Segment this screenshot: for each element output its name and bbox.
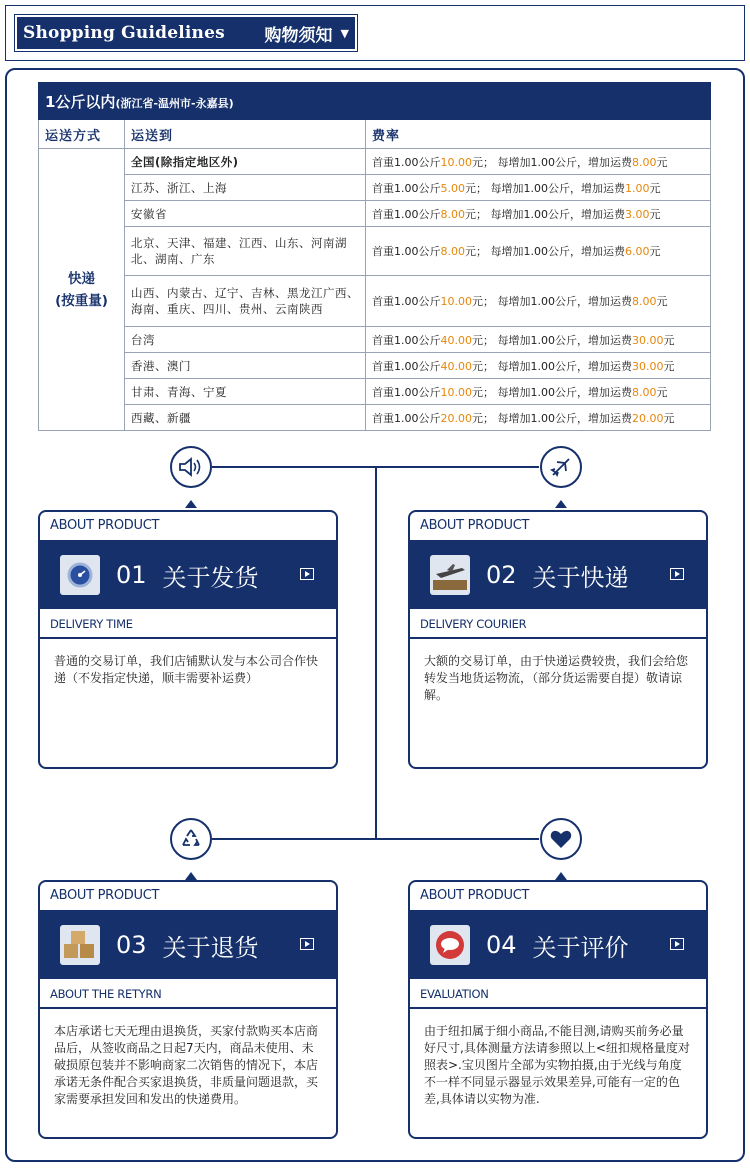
first-price: 20.00 (440, 411, 472, 425)
card-number: 01 (116, 561, 147, 589)
card-title: 关于快递 (532, 563, 629, 592)
card-subtitle: DELIVERY COURIER (410, 609, 706, 639)
pointer-triangle (185, 872, 197, 880)
play-icon[interactable] (300, 568, 314, 580)
table-row (39, 175, 711, 201)
guidelines-tab[interactable] (14, 14, 358, 52)
rate-cell: 首重1.00公斤5.00元； 每增加1.00公斤，增加运费1.00元 (366, 175, 711, 201)
destination-cell: 安徽省 (125, 201, 366, 227)
card-title-band[interactable] (410, 541, 706, 609)
shipping-method-cell: 快递 (按重量) (39, 149, 125, 431)
destination-cell: 香港、澳门 (125, 353, 366, 379)
additional-price: 3.00 (625, 207, 650, 221)
rate-cell: 首重1.00公斤10.00元； 每增加1.00公斤，增加运费8.00元 (366, 379, 711, 405)
heart-icon (540, 818, 582, 860)
first-price: 8.00 (440, 207, 465, 221)
card-body-text: 由于纽扣属于细小商品,不能目测,请购买前务必量好尺寸,具体测量方法请参照以上<纽扣规格量度对照表>.宝贝图片全部为实物拍摄,由于光线与角度不一样不同显示器显示效果差异,可能有一定的色差,具体请以实物为准. (424, 1024, 690, 1106)
table-row (39, 149, 711, 175)
additional-price: 20.00 (632, 411, 664, 425)
card-about-label: ABOUT PRODUCT (410, 882, 706, 911)
additional-price: 8.00 (632, 155, 657, 169)
info-card (408, 510, 708, 769)
destination-cell: 西藏、新疆 (125, 405, 366, 431)
play-icon[interactable] (300, 938, 314, 950)
table-row (39, 327, 711, 353)
card-number: 03 (116, 931, 147, 959)
pointer-triangle (555, 500, 567, 508)
speaker-icon (170, 446, 212, 488)
info-card (408, 880, 708, 1139)
column-header: 运送方式 (39, 120, 125, 149)
info-card (38, 880, 338, 1139)
additional-price: 6.00 (625, 245, 650, 258)
card-title-band[interactable] (40, 541, 336, 609)
card-title-band[interactable] (410, 911, 706, 979)
watch-thumbnail (60, 555, 100, 595)
table-row (39, 405, 711, 431)
boxes-thumbnail (60, 925, 100, 965)
additional-price: 8.00 (632, 385, 657, 399)
rate-cell: 首重1.00公斤8.00元； 每增加1.00公斤，增加运费3.00元 (366, 201, 711, 227)
additional-price: 8.00 (632, 295, 657, 308)
card-title-band[interactable] (40, 911, 336, 979)
card-subtitle: ABOUT THE RETYRN (40, 979, 336, 1009)
column-header: 费率 (366, 120, 711, 149)
card-body-text: 本店承诺七天无理由退换货，买家付款购买本店商品后，从签收商品之日起7天内，商品未使用、未破损原包装并不影响商家二次销售的情况下，本店承诺无条件配合买家退换货，非质量问题退款，买家需要承担发回和发出的快递费用。 (54, 1024, 319, 1106)
table-row (39, 276, 711, 327)
table-title: 1公斤以内(浙江省-温州市-永嘉县) (39, 83, 711, 120)
additional-price: 30.00 (632, 359, 664, 373)
dropdown-caret-icon: ▼ (340, 26, 349, 40)
info-card (38, 510, 338, 769)
card-title: 关于评价 (532, 933, 629, 962)
destination-cell: 台湾 (125, 327, 366, 353)
first-price: 10.00 (440, 155, 472, 169)
play-icon[interactable] (670, 568, 684, 580)
cargo-plane-thumbnail (430, 555, 470, 595)
card-number: 02 (486, 561, 517, 589)
pointer-triangle (185, 500, 197, 508)
header-banner (5, 5, 745, 61)
destination-cell: 山西、内蒙古、辽宁、吉林、黑龙江广西、海南、重庆、四川、贵州、云南陕西 (125, 276, 366, 327)
first-price: 5.00 (440, 181, 465, 195)
rate-cell: 首重1.00公斤10.00元； 每增加1.00公斤，增加运费8.00元 (366, 149, 711, 175)
table-row (39, 379, 711, 405)
pointer-triangle (555, 872, 567, 880)
rate-cell: 首重1.00公斤40.00元； 每增加1.00公斤，增加运费30.00元 (366, 327, 711, 353)
card-body-text: 普通的交易订单，我们店铺默认发与本公司合作快递（不发指定快递，顺丰需要补运费） (54, 654, 319, 685)
shipping-rate-table (38, 82, 711, 431)
rate-cell: 首重1.00公斤10.00元； 每增加1.00公斤，增加运费8.00元 (366, 276, 711, 327)
first-price: 40.00 (440, 359, 472, 373)
table-row (39, 201, 711, 227)
recycle-icon (170, 818, 212, 860)
table-row (39, 353, 711, 379)
title-english: Shopping Guidelines (23, 23, 225, 43)
first-price: 10.00 (440, 385, 472, 399)
table-row (39, 227, 711, 276)
card-number: 04 (486, 931, 517, 959)
connector-line (375, 466, 377, 838)
destination-cell: 北京、天津、福建、江西、山东、河南湖北、湖南、广东 (125, 227, 366, 276)
rate-cell: 首重1.00公斤20.00元； 每增加1.00公斤，增加运费20.00元 (366, 405, 711, 431)
destination-cell: 江苏、浙江、上海 (125, 175, 366, 201)
card-about-label: ABOUT PRODUCT (40, 882, 336, 911)
additional-price: 30.00 (632, 333, 664, 347)
destination-cell: 全国(除指定地区外) (125, 149, 366, 175)
card-subtitle: EVALUATION (410, 979, 706, 1009)
rate-cell: 首重1.00公斤8.00元； 每增加1.00公斤，增加运费6.00元 (366, 227, 711, 276)
first-price: 8.00 (440, 245, 465, 258)
card-body-text: 大额的交易订单，由于快递运费较贵，我们会给您转发当地货运物流，（部分货运需要自提）敬请谅解。 (424, 654, 689, 702)
column-header: 运送到 (125, 120, 366, 149)
chat-bubble-thumbnail (430, 925, 470, 965)
connector-line (212, 838, 539, 840)
card-subtitle: DELIVERY TIME (40, 609, 336, 639)
rate-cell: 首重1.00公斤40.00元； 每增加1.00公斤，增加运费30.00元 (366, 353, 711, 379)
card-about-label: ABOUT PRODUCT (40, 512, 336, 541)
additional-price: 1.00 (625, 181, 650, 195)
card-about-label: ABOUT PRODUCT (410, 512, 706, 541)
title-chinese: 购物须知 (264, 25, 333, 46)
first-price: 40.00 (440, 333, 472, 347)
play-icon[interactable] (670, 938, 684, 950)
first-price: 10.00 (440, 295, 472, 308)
card-title: 关于退货 (162, 933, 259, 962)
destination-cell: 甘肃、青海、宁夏 (125, 379, 366, 405)
airplane-icon (540, 446, 582, 488)
card-title: 关于发货 (162, 563, 259, 592)
